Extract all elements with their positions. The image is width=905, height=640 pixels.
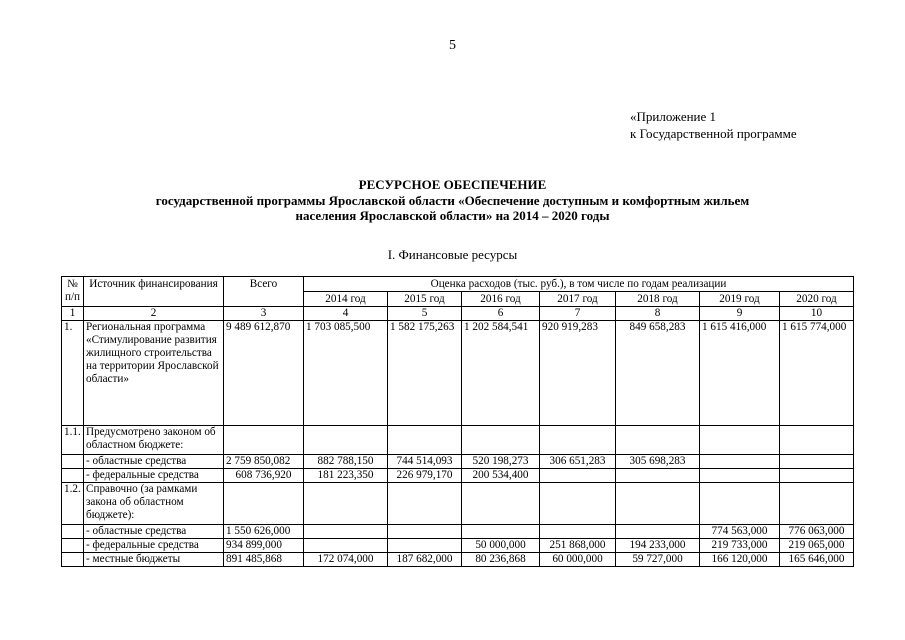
header-year: 2014 год (304, 292, 388, 307)
row-value: 306 651,283 (540, 455, 616, 469)
column-number: 10 (780, 307, 854, 321)
row-value: 774 563,000 (700, 525, 780, 539)
appendix-line-1: «Приложение 1 (630, 109, 717, 124)
appendix-line-2: к Государственной программе (630, 126, 797, 141)
row-value (540, 525, 616, 539)
column-number-row (62, 307, 854, 321)
row-value: 60 000,000 (540, 553, 616, 567)
resources-table (61, 276, 854, 567)
table-row-federal-funds-ref (62, 539, 854, 553)
row-value (616, 469, 700, 483)
row-label: - областные средства (84, 525, 224, 539)
title-line-2: государственной программы Ярославской области «Обеспечение доступным и комфортным жильем (155, 192, 750, 208)
header-total: Всего (224, 277, 304, 307)
row-value (388, 525, 462, 539)
row-value: 1 615 774,000 (780, 321, 854, 426)
row-value (616, 525, 700, 539)
row-label: Предусмотрено законом об областном бюджете: (84, 426, 224, 455)
row-label: Региональная программа «Стимулирование развития жилищного строительства на территории Ярославской области» (84, 321, 224, 426)
header-year: 2017 год (540, 292, 616, 307)
table-header-row (62, 277, 854, 292)
header-year: 2019 год (700, 292, 780, 307)
row-label: - областные средства (84, 455, 224, 469)
row-label: Справочно (за рамками закона об областном бюджете): (84, 483, 224, 525)
column-number: 8 (616, 307, 700, 321)
title-line-1: РЕСУРСНОЕ ОБЕСПЕЧЕНИЕ (358, 177, 547, 192)
row-value: 50 000,000 (462, 539, 540, 553)
header-source: Источник финансирования (84, 277, 224, 307)
table-row-regional-funds-ref (62, 525, 854, 539)
row-value: 219 733,000 (700, 539, 780, 553)
row-value: 200 534,400 (462, 469, 540, 483)
row-total: 891 485,868 (224, 553, 304, 567)
row-label: - федеральные средства (84, 539, 224, 553)
row-value (462, 525, 540, 539)
header-year: 2018 год (616, 292, 700, 307)
row-value: 1 615 416,000 (700, 321, 780, 426)
row-value (700, 455, 780, 469)
row-value: 219 065,000 (780, 539, 854, 553)
row-value (780, 455, 854, 469)
row-value: 165 646,000 (780, 553, 854, 567)
column-number: 3 (224, 307, 304, 321)
row-value: 226 979,170 (388, 469, 462, 483)
title-line-3: населения Ярославской области» на 2014 – 2020 годы (295, 208, 610, 223)
header-year: 2015 год (388, 292, 462, 307)
row-value: 920 919,283 (540, 321, 616, 426)
section-title: I. Финансовые ресурсы (387, 247, 518, 262)
row-value: 776 063,000 (780, 525, 854, 539)
column-number: 7 (540, 307, 616, 321)
row-value (700, 469, 780, 483)
header-year: 2016 год (462, 292, 540, 307)
column-number: 2 (84, 307, 224, 321)
column-number: 6 (462, 307, 540, 321)
column-number: 1 (62, 307, 84, 321)
row-label: - местные бюджеты (84, 553, 224, 567)
row-value: 744 514,093 (388, 455, 462, 469)
table-row-section-1-1 (62, 426, 854, 455)
document-title (40, 177, 865, 224)
page-number: 5 (449, 38, 456, 53)
row-num: 1. (62, 321, 84, 426)
row-total: 9 489 612,870 (224, 321, 304, 426)
row-value (388, 539, 462, 553)
row-value (304, 539, 388, 553)
row-total: 934 899,000 (224, 539, 304, 553)
row-value: 1 202 584,541 (462, 321, 540, 426)
table-row-local-budgets (62, 553, 854, 567)
row-value: 59 727,000 (616, 553, 700, 567)
table-row-section-1-2 (62, 483, 854, 525)
table-row-regional-funds (62, 455, 854, 469)
row-value (780, 469, 854, 483)
row-total: 2 759 850,082 (224, 455, 304, 469)
row-num: 1.2. (62, 483, 84, 525)
row-total: 608 736,920 (224, 469, 304, 483)
row-value: 187 682,000 (388, 553, 462, 567)
header-num: № п/п (62, 277, 84, 307)
row-value: 181 223,350 (304, 469, 388, 483)
row-value: 1 582 175,263 (388, 321, 462, 426)
header-year: 2020 год (780, 292, 854, 307)
row-value: 194 233,000 (616, 539, 700, 553)
row-value: 80 236,868 (462, 553, 540, 567)
column-number: 9 (700, 307, 780, 321)
header-estimate: Оценка расходов (тыс. руб.), в том числе по годам реализации (304, 277, 854, 292)
row-value: 172 074,000 (304, 553, 388, 567)
row-value: 166 120,000 (700, 553, 780, 567)
row-value (540, 469, 616, 483)
row-num: 1.1. (62, 426, 84, 455)
row-value: 520 198,273 (462, 455, 540, 469)
column-number: 5 (388, 307, 462, 321)
row-value (304, 525, 388, 539)
row-value: 251 868,000 (540, 539, 616, 553)
row-value: 305 698,283 (616, 455, 700, 469)
row-label: - федеральные средства (84, 469, 224, 483)
table-row-federal-funds (62, 469, 854, 483)
row-value: 849 658,283 (616, 321, 700, 426)
appendix-note (630, 108, 797, 142)
row-value: 882 788,150 (304, 455, 388, 469)
column-number: 4 (304, 307, 388, 321)
row-value: 1 703 085,500 (304, 321, 388, 426)
row-total: 1 550 626,000 (224, 525, 304, 539)
table-row-regional-program (62, 321, 854, 426)
